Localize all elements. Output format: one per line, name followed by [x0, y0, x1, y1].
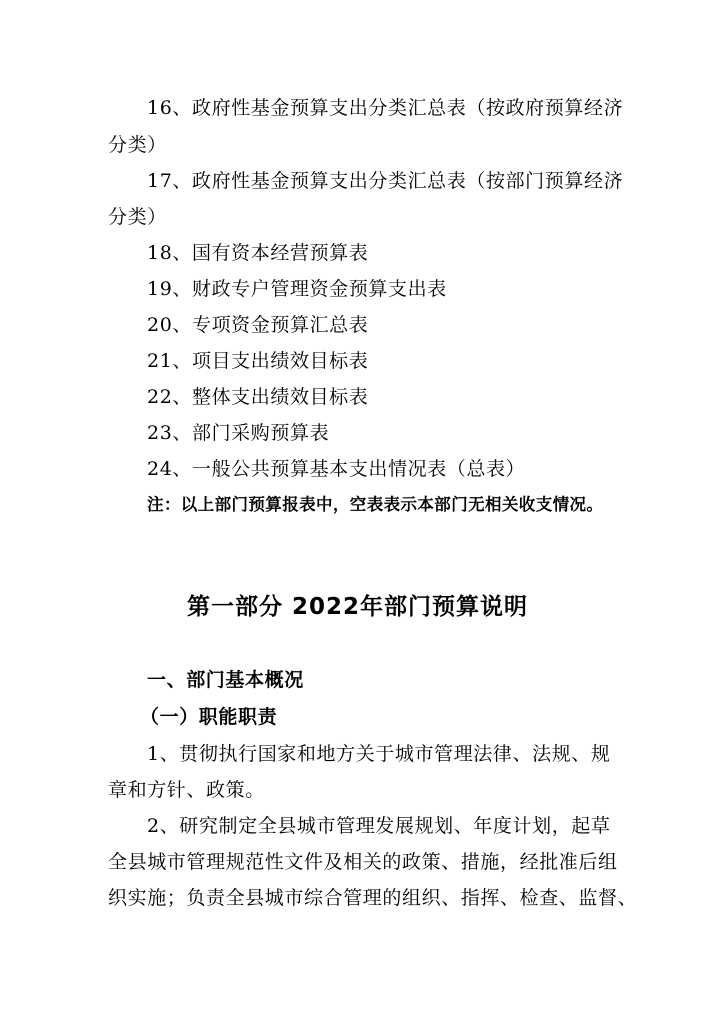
toc-item-16: 16、政府性基金预算支出分类汇总表（按政府预算经济	[147, 97, 624, 119]
toc-item-22: 22、整体支出绩效目标表	[147, 386, 369, 408]
toc-item-17: 17、政府性基金预算支出分类汇总表（按部门预算经济	[147, 170, 624, 192]
section-heading: 一、部门基本概况	[147, 669, 304, 691]
toc-item-17-continuation: 分类）	[108, 206, 167, 228]
toc-note: 注：以上部门预算报表中，空表表示本部门无相关收支情况。	[147, 495, 604, 514]
paragraph-2-continuation: 织实施；负责全县城市综合管理的组织、指挥、检查、监督、	[108, 887, 638, 909]
paragraph-2: 2、研究制定全县城市管理发展规划、年度计划，起草	[147, 815, 611, 837]
toc-item-18: 18、国有资本经营预算表	[147, 242, 369, 264]
paragraph-1: 1、贯彻执行国家和地方关于城市管理法律、法规、规	[147, 743, 611, 765]
toc-item-23: 23、部门采购预算表	[147, 422, 330, 444]
toc-item-24: 24、一般公共预算基本支出情况表（总表）	[147, 458, 526, 480]
part-title: 第一部分 2022年部门预算说明	[186, 594, 529, 620]
toc-item-19: 19、财政专户管理资金预算支出表	[147, 278, 447, 300]
paragraph-2-continuation: 全县城市管理规范性文件及相关的政策、措施，经批准后组	[108, 851, 618, 873]
paragraph-1-continuation: 章和方针、政策。	[108, 779, 265, 801]
section-subheading: （一）职能职责	[140, 706, 278, 728]
toc-item-20: 20、专项资金预算汇总表	[147, 314, 369, 336]
toc-item-21: 21、项目支出绩效目标表	[147, 350, 369, 372]
toc-item-16-continuation: 分类）	[108, 134, 167, 156]
